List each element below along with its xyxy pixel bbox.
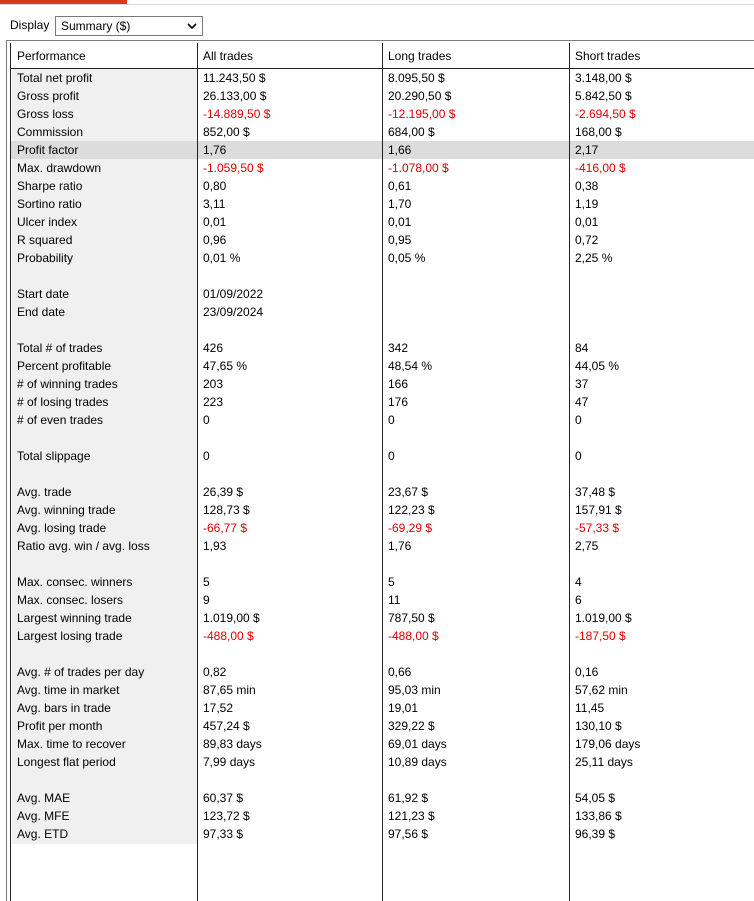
header-all-trades[interactable]: All trades: [203, 49, 254, 63]
cell-short-trades: 2,75: [575, 539, 599, 553]
cell-all-trades: 0,01: [203, 215, 227, 229]
header-short-trades[interactable]: Short trades: [575, 49, 641, 63]
cell-short-trades: 2,25 %: [575, 251, 613, 265]
cell-short-trades: 3.148,00 $: [575, 71, 632, 85]
cell-all-trades: 123,72 $: [203, 809, 250, 823]
cell-long-trades: 5: [388, 575, 395, 589]
cell-all-trades: 26,39 $: [203, 485, 244, 499]
cell-short-trades: 6: [575, 593, 582, 607]
row-label: Avg. ETD: [17, 827, 69, 841]
cell-all-trades: 0,80: [203, 179, 227, 193]
row-label: # of even trades: [17, 413, 104, 427]
cell-long-trades: 342: [388, 341, 409, 355]
cell-short-trades: 4: [575, 575, 582, 589]
cell-all-trades: 457,24 $: [203, 719, 250, 733]
cell-all-trades: 1,76: [203, 143, 227, 157]
cell-all-trades: 0,01 %: [203, 251, 241, 265]
cell-long-trades: 329,22 $: [388, 719, 435, 733]
grid-line: [569, 43, 570, 901]
cell-all-trades: 128,73 $: [203, 503, 250, 517]
cell-short-trades: 2,17: [575, 143, 599, 157]
row-label: # of losing trades: [17, 395, 109, 409]
row-label: Total # of trades: [17, 341, 103, 355]
cell-short-trades: 37: [575, 377, 589, 391]
header-long-trades[interactable]: Long trades: [388, 49, 452, 63]
cell-long-trades: 787,50 $: [388, 611, 435, 625]
cell-long-trades: -12.195,00 $: [388, 107, 456, 121]
cell-short-trades: -416,00 $: [575, 161, 626, 175]
row-label: Avg. # of trades per day: [17, 665, 145, 679]
row-label: Gross loss: [17, 107, 74, 121]
cell-long-trades: 11: [388, 593, 401, 607]
cell-short-trades: 44,05 %: [575, 359, 620, 373]
cell-all-trades: 426: [203, 341, 224, 355]
cell-long-trades: 20.290,50 $: [388, 89, 452, 103]
cell-short-trades: -2.694,50 $: [575, 107, 636, 121]
cell-long-trades: 122,23 $: [388, 503, 435, 517]
cell-short-trades: 47: [575, 395, 589, 409]
row-label: Sortino ratio: [17, 197, 82, 211]
cell-short-trades: 57,62 min: [575, 683, 628, 697]
performance-table: [10, 43, 754, 901]
chevron-down-icon: [186, 20, 198, 32]
display-label: Display: [10, 18, 50, 32]
cell-long-trades: 19,01: [388, 701, 419, 715]
cell-long-trades: 1,70: [388, 197, 412, 211]
row-label: Avg. winning trade: [17, 503, 116, 517]
display-select-value: Summary ($): [61, 19, 131, 33]
cell-all-trades: 97,33 $: [203, 827, 244, 841]
cell-long-trades: 95,03 min: [388, 683, 441, 697]
cell-long-trades: 1,66: [388, 143, 412, 157]
row-label: Largest winning trade: [17, 611, 132, 625]
row-label: End date: [17, 305, 66, 319]
cell-all-trades: -66,77 $: [203, 521, 248, 535]
cell-short-trades: 0,01: [575, 215, 599, 229]
cell-short-trades: 1.019,00 $: [575, 611, 632, 625]
row-label: Avg. trade: [17, 485, 72, 499]
row-label: # of winning trades: [17, 377, 118, 391]
cell-long-trades: -1.078,00 $: [388, 161, 449, 175]
cell-all-trades: 89,83 days: [203, 737, 262, 751]
row-label: Profit per month: [17, 719, 103, 733]
row-label: Avg. losing trade: [17, 521, 107, 535]
cell-short-trades: -187,50 $: [575, 629, 626, 643]
cell-short-trades: -57,33 $: [575, 521, 620, 535]
cell-all-trades: 0: [203, 413, 210, 427]
cell-long-trades: 61,92 $: [388, 791, 429, 805]
cell-all-trades: 3,11: [203, 197, 226, 211]
row-label: Max. consec. winners: [17, 575, 133, 589]
header-performance[interactable]: Performance: [17, 49, 86, 63]
cell-short-trades: 168,00 $: [575, 125, 622, 139]
row-label: Probability: [17, 251, 74, 265]
cell-short-trades: 84: [575, 341, 589, 355]
cell-long-trades: 0: [388, 449, 395, 463]
row-label: Largest losing trade: [17, 629, 123, 643]
cell-short-trades: 133,86 $: [575, 809, 622, 823]
row-label: Ulcer index: [17, 215, 78, 229]
cell-all-trades: 0,82: [203, 665, 227, 679]
cell-all-trades: 203: [203, 377, 224, 391]
cell-short-trades: 25,11 days: [575, 755, 633, 769]
cell-long-trades: 69,01 days: [388, 737, 447, 751]
row-label: Ratio avg. win / avg. loss: [17, 539, 150, 553]
cell-all-trades: 1,93: [203, 539, 227, 553]
window-top-strip: [0, 0, 754, 5]
cell-long-trades: 1,76: [388, 539, 412, 553]
cell-short-trades: 37,48 $: [575, 485, 616, 499]
cell-all-trades: 9: [203, 593, 210, 607]
cell-long-trades: 0,61: [388, 179, 412, 193]
active-tab-accent: [0, 0, 127, 4]
cell-all-trades: -1.059,50 $: [203, 161, 264, 175]
cell-short-trades: 0: [575, 449, 582, 463]
row-label: Percent profitable: [17, 359, 112, 373]
row-label: Sharpe ratio: [17, 179, 83, 193]
cell-short-trades: 179,06 days: [575, 737, 641, 751]
cell-all-trades: 223: [203, 395, 224, 409]
cell-all-trades: 23/09/2024: [203, 305, 264, 319]
cell-all-trades: 17,52: [203, 701, 234, 715]
grid-line: [197, 43, 198, 901]
row-label: Commission: [17, 125, 84, 139]
row-label: Max. time to recover: [17, 737, 126, 751]
cell-all-trades: 01/09/2022: [203, 287, 264, 301]
cell-long-trades: -488,00 $: [388, 629, 439, 643]
cell-all-trades: 26.133,00 $: [203, 89, 267, 103]
row-label: Avg. MFE: [17, 809, 70, 823]
cell-long-trades: 0,95: [388, 233, 412, 247]
display-select[interactable]: [55, 16, 203, 36]
cell-long-trades: -69,29 $: [388, 521, 433, 535]
grid-line: [10, 43, 11, 901]
cell-all-trades: -14.889,50 $: [203, 107, 271, 121]
cell-long-trades: 0,01: [388, 215, 412, 229]
cell-all-trades: 0,96: [203, 233, 227, 247]
cell-all-trades: 87,65 min: [203, 683, 256, 697]
cell-long-trades: 166: [388, 377, 409, 391]
cell-long-trades: 684,00 $: [388, 125, 435, 139]
cell-short-trades: 96,39 $: [575, 827, 616, 841]
cell-long-trades: 97,56 $: [388, 827, 429, 841]
cell-all-trades: 7,99 days: [203, 755, 256, 769]
row-label: Start date: [17, 287, 70, 301]
row-label: Gross profit: [17, 89, 80, 103]
cell-all-trades: 11.243,50 $: [203, 71, 266, 85]
cell-long-trades: 48,54 %: [388, 359, 433, 373]
display-toolbar: [0, 6, 754, 40]
cell-short-trades: 130,10 $: [575, 719, 622, 733]
row-label: Avg. time in market: [17, 683, 120, 697]
cell-long-trades: 0,66: [388, 665, 412, 679]
cell-long-trades: 0,05 %: [388, 251, 426, 265]
cell-short-trades: 0,72: [575, 233, 599, 247]
grid-line: [382, 43, 383, 901]
cell-short-trades: 157,91 $: [575, 503, 622, 517]
cell-long-trades: 10,89 days: [388, 755, 447, 769]
cell-short-trades: 0,16: [575, 665, 599, 679]
row-label: Total net profit: [17, 71, 93, 85]
cell-short-trades: 0: [575, 413, 582, 427]
cell-long-trades: 8.095,50 $: [388, 71, 445, 85]
row-label: Total slippage: [17, 449, 91, 463]
cell-short-trades: 11,45: [575, 701, 605, 715]
cell-all-trades: 1.019,00 $: [203, 611, 260, 625]
cell-short-trades: 5.842,50 $: [575, 89, 632, 103]
cell-short-trades: 54,05 $: [575, 791, 616, 805]
row-label: Max. consec. losers: [17, 593, 124, 607]
cell-long-trades: 23,67 $: [388, 485, 429, 499]
cell-all-trades: 60,37 $: [203, 791, 244, 805]
row-label: R squared: [17, 233, 73, 247]
cell-all-trades: 5: [203, 575, 210, 589]
cell-long-trades: 0: [388, 413, 395, 427]
cell-all-trades: 0: [203, 449, 210, 463]
cell-all-trades: -488,00 $: [203, 629, 254, 643]
row-label: Profit factor: [17, 143, 79, 157]
row-label: Avg. MAE: [17, 791, 71, 805]
cell-short-trades: 0,38: [575, 179, 599, 193]
cell-long-trades: 176: [388, 395, 409, 409]
cell-all-trades: 47,65 %: [203, 359, 248, 373]
cell-all-trades: 852,00 $: [203, 125, 250, 139]
cell-long-trades: 121,23 $: [388, 809, 435, 823]
row-label: Max. drawdown: [17, 161, 102, 175]
row-label: Longest flat period: [17, 755, 116, 769]
row-label: Avg. bars in trade: [17, 701, 111, 715]
cell-short-trades: 1,19: [575, 197, 599, 211]
